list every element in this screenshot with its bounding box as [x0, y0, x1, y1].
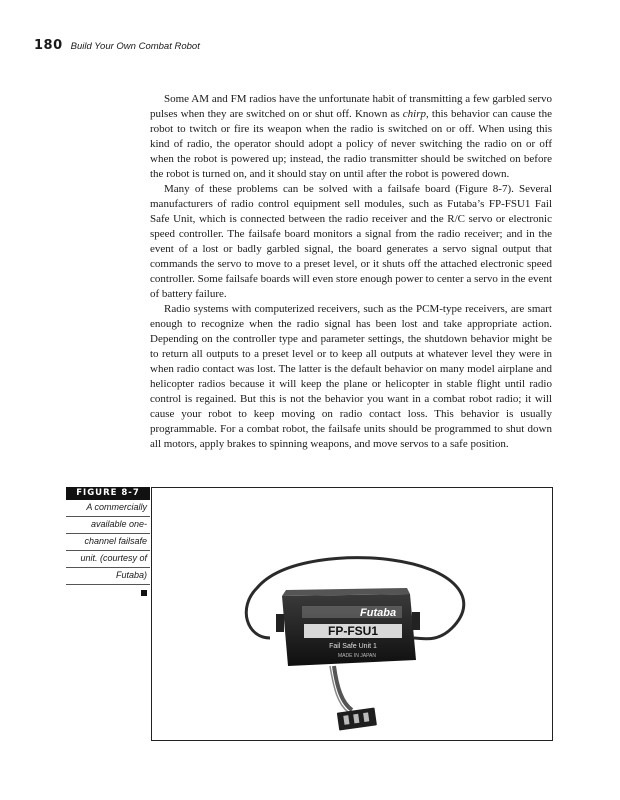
failsafe-unit-photo	[152, 488, 552, 740]
caption-end-square-icon	[141, 590, 147, 596]
paragraph-3: Radio systems with computerized receivers, such as the PCM-type receivers, are smart enough to recognize when the radio signal has been lost and take appropriate action. Depending on the controller type and parameter settings, the shutdown behavior might be to return all outputs to a preset level or to keep all outputs at whatever level they were in when radio contact was lost. The latter is the default behavior on many model airplane and helicopter radios because it will keep the plane or helicopter in stable flight until radio control is regained. But this is not the behavior you want in a combat robot radio; it will cause your robot to keep moving on radio contact loss. This behavior is usually programmable. For a combat robot, the failsafe units should be programmed to shut down all motors, apply brakes to spinning weapons, and move servos to a safe position.	[150, 303, 552, 450]
photo-subtitle-text: Fail Safe Unit 1	[329, 643, 377, 650]
paragraph-1	[150, 92, 552, 182]
page-number: 180	[34, 38, 63, 53]
caption-line: Futaba)	[66, 568, 150, 585]
paragraph-1-start: Some AM and FM radios have the unfortunate habit of transmitting a few garbled servo pulses when they are switched on or shut off. Known as	[150, 93, 552, 120]
figure-photo-frame	[151, 487, 553, 741]
caption-line: available one-	[66, 517, 150, 534]
caption-text	[66, 500, 150, 585]
servo-connector	[337, 707, 377, 730]
chirp-term: chirp	[402, 108, 427, 120]
caption-line: channel failsafe	[66, 534, 150, 551]
photo-brand-text: Futaba	[360, 607, 397, 619]
paragraph-1-end: , this behavior can cause the robot to twitch or fire its weapon when the radio is switched on or off. When using this kind of radio, the operator should adopt a policy of never switching the radio on or off when the robot is powered up; instead, the radio transmitter should be switched on before the robot is turned on, and it should stay on until after the robot is powered down.	[150, 108, 552, 180]
figure-caption	[66, 487, 150, 596]
failsafe-unit-box	[276, 588, 420, 666]
running-title: Build Your Own Combat Robot	[70, 41, 200, 52]
photo-model-text: FP-FSU1	[327, 624, 379, 638]
page-header	[34, 38, 200, 58]
body-text	[150, 92, 552, 452]
caption-line: unit. (courtesy of	[66, 551, 150, 568]
photo-origin-text: MADE IN JAPAN	[338, 653, 376, 659]
paragraph-2: Many of these problems can be solved with a failsafe board (Figure 8-7). Several manufacturers of radio control equipment sell modules, such as Futaba’s FP-FSU1 Fail Safe Unit, which is connected between the radio receiver and the R/C servo or electronic speed controller. The failsafe board monitors a signal from the radio receiver; and in the event of a lost or badly garbled signal, the board generates a servo signal output that commands the servo to move to a preset level, or it shuts off the attached electronic speed controller. Some failsafe boards will even store enough power to center a servo in the event of battery failure.	[150, 183, 552, 300]
wire-cable-lead	[334, 666, 352, 710]
caption-line: A commercially	[66, 500, 150, 517]
figure-label: FIGURE 8-7	[66, 487, 150, 500]
